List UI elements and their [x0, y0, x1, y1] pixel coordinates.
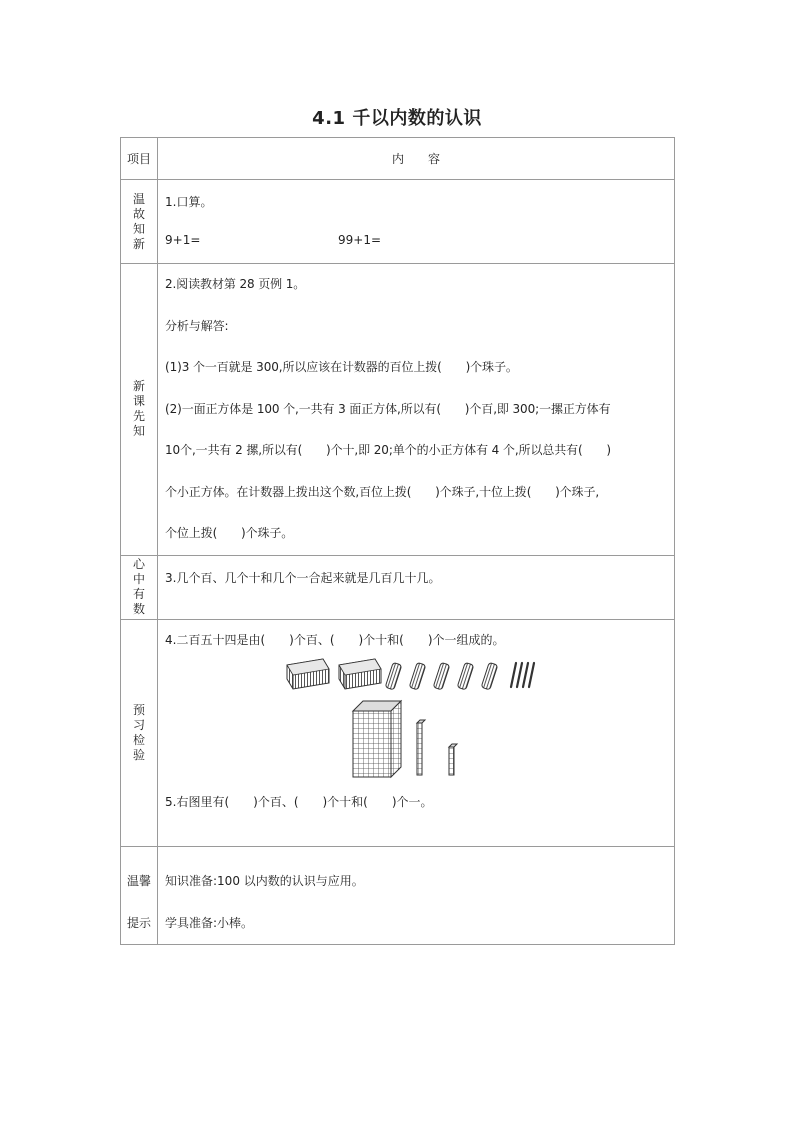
preview-content-cell: [158, 619, 675, 846]
tens-bundle-4: [457, 662, 474, 690]
review-content-cell: [158, 180, 675, 264]
question-5: 5.右图里有( )个百、( )个十和( )个一。: [165, 794, 433, 809]
tips-label-line-2: 提示: [126, 915, 151, 930]
summary-label-cell: [121, 555, 158, 619]
new-lesson-row: [121, 264, 675, 556]
new-lesson-content-cell: [158, 264, 675, 556]
tens-rod-1: [417, 720, 425, 775]
header-item-cell: [121, 138, 158, 180]
review-label: 温故知新: [132, 191, 145, 251]
worksheet-table: [120, 137, 675, 945]
answer-part-2-line-3: 个小正方体。在计数器上拨出这个数,百位上拨( )个珠子,十位上拨( )个珠子,: [165, 484, 600, 499]
tens-bundle-1: [385, 662, 402, 690]
page-title: 4.1 千以内数的认识: [312, 108, 482, 129]
answer-part-1: (1)3 个一百就是 300,所以应该在计数器的百位上拨( )个珠子。: [165, 360, 518, 374]
tens-rod-2: [449, 744, 457, 775]
header-row: [121, 138, 675, 180]
expression-9-plus-1: 9+1=: [165, 233, 201, 247]
answer-part-2-line-2: 10个,一共有 2 摞,所以有( )个十,即 20;单个的小正方体有 4 个,所以总共有( ): [165, 443, 612, 457]
tips-row: [121, 846, 675, 944]
new-lesson-label: 新课先知: [132, 379, 145, 439]
summary-content-cell: [158, 555, 675, 619]
summary-label: 心中有数: [132, 557, 145, 616]
header-item-label: 项目: [126, 152, 151, 166]
tips-label-line-1: 温馨: [126, 873, 151, 888]
question-1: 1.口算。: [165, 195, 213, 209]
tips-content-cell: [158, 846, 675, 944]
preview-row: [121, 619, 675, 846]
hundreds-cube-stack: [353, 701, 401, 777]
new-lesson-label-cell: [121, 264, 158, 556]
header-content-label: 内 容: [391, 152, 440, 166]
knowledge-preparation: 知识准备:100 以内数的认识与应用。: [165, 873, 364, 888]
tens-bundle-3: [433, 662, 450, 690]
review-label-cell: [121, 180, 158, 264]
tens-bundle-5: [481, 662, 498, 690]
preview-label: 预习检验: [132, 702, 145, 762]
analysis-heading: 分析与解答:: [165, 318, 229, 333]
summary-row: [121, 555, 675, 619]
tips-label-cell: [121, 846, 158, 944]
single-sticks: [511, 663, 534, 687]
expression-99-plus-1: 99+1=: [338, 233, 382, 247]
answer-part-2-line-4: 个位上拨( )个珠子。: [165, 526, 294, 540]
question-2: 2.阅读教材第 28 页例 1。: [165, 277, 306, 291]
question-4: 4.二百五十四是由( )个百、( )个十和( )个一组成的。: [165, 632, 505, 647]
answer-part-2-line-1: (2)一面正方体是 100 个,一共有 3 面正方体,所以有( )个百,即 300;一摞正方体有: [165, 401, 611, 416]
review-row: [121, 180, 675, 264]
tools-preparation: 学具准备:小棒。: [165, 915, 254, 930]
tens-bundle-2: [409, 662, 426, 690]
preview-label-cell: [121, 619, 158, 846]
question-3: 3.几个百、几个十和几个一合起来就是几百几十几。: [165, 570, 441, 585]
hundreds-bundle-1: [287, 659, 329, 689]
hundreds-bundle-2: [339, 659, 381, 689]
header-content-cell: [158, 138, 675, 180]
base-ten-blocks-illustration: [283, 653, 673, 781]
